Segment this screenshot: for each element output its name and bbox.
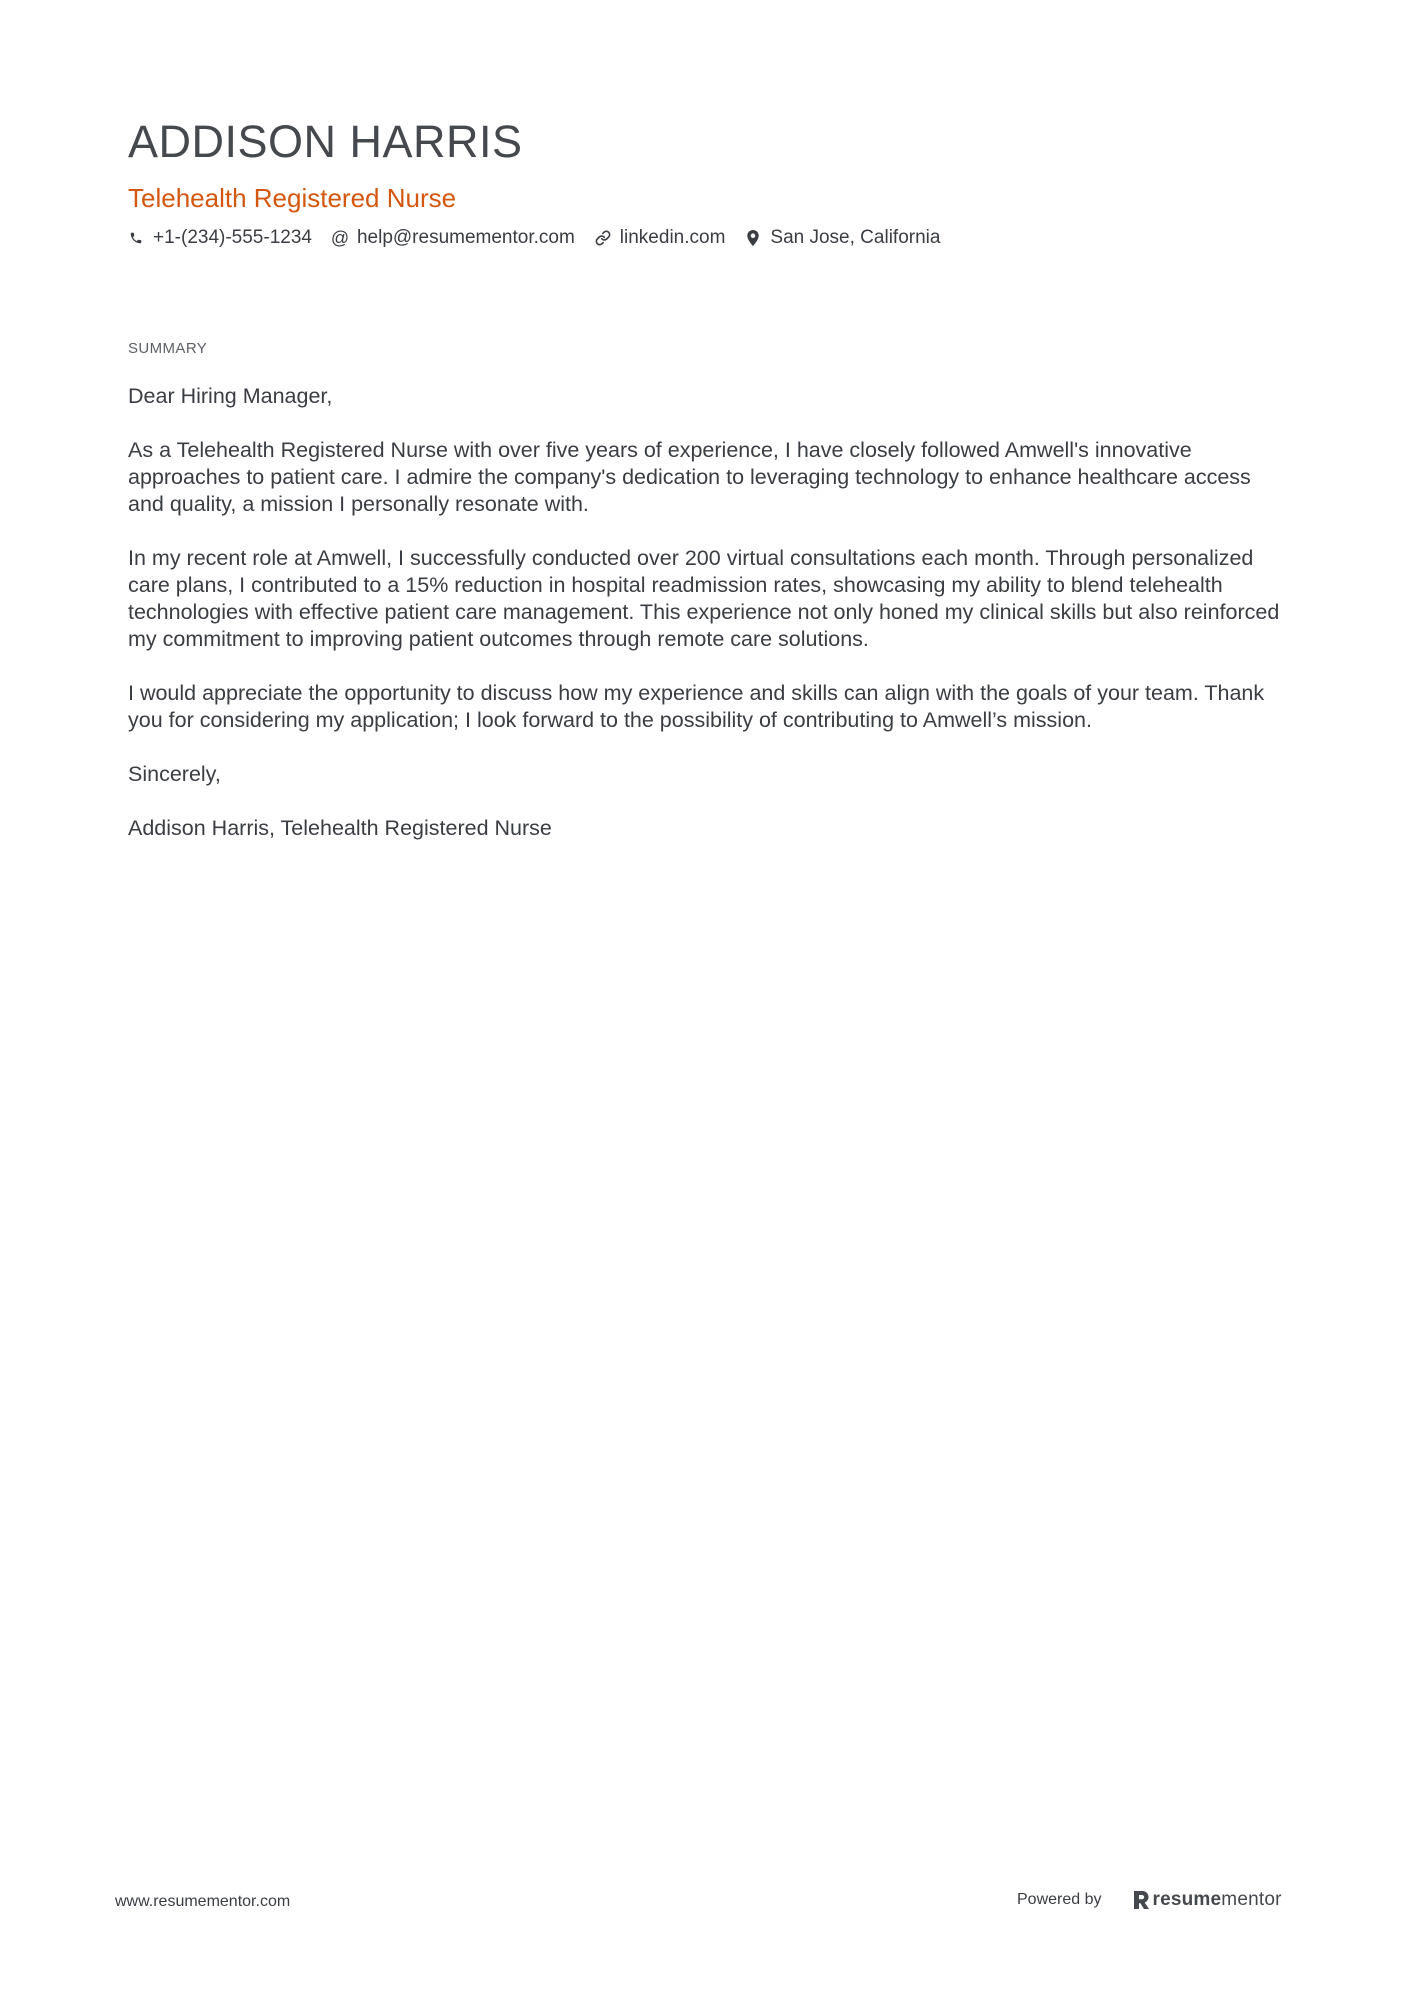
candidate-title: Telehealth Registered Nurse (128, 183, 457, 213)
phone-text: +1-(234)-555-1234 (153, 227, 312, 248)
powered-by-label: Powered by (1017, 1891, 1102, 1908)
email-text[interactable]: help@resumementor.com (356, 227, 575, 248)
contact-phone (128, 227, 312, 249)
letter-paragraph-2: In my recent role at Amwell, I successfully conducted over 200 virtual consultations each month. Through personalized care plans, I contributed to a 15% reduction in hospital readmission rates, showcasing my ability to blend telehealth technologies with effective patient care management. This experience not only honed my clinical skills but also reinforced my commitment to improving patient outcomes through remote care solutions. (128, 546, 1280, 651)
location-text: San Jose, California (770, 227, 941, 248)
brand-logo[interactable] (1132, 1889, 1282, 1911)
contact-email[interactable] (332, 227, 575, 249)
brand-wordmark (1153, 1889, 1282, 1911)
letter-body (128, 383, 1288, 869)
resumementor-logo-icon (1132, 1890, 1150, 1910)
signature: Addison Harris, Telehealth Registered Nurse (128, 816, 552, 840)
at-icon: @ (330, 228, 350, 248)
candidate-name: ADDISON HARRIS (128, 116, 523, 167)
brand-wordmark-light: mentor (1221, 1889, 1282, 1910)
location-pin-icon (745, 230, 761, 246)
link-icon (595, 230, 611, 246)
contact-location (745, 227, 940, 249)
closing: Sincerely, (128, 762, 221, 786)
section-label-summary: SUMMARY (128, 340, 208, 357)
contact-linkedin[interactable] (595, 227, 726, 249)
salutation: Dear Hiring Manager, (128, 384, 333, 408)
letter-paragraph-1: As a Telehealth Registered Nurse with over five years of experience, I have closely followed Amwell's innovative approaches to patient care. I admire the company's dedication to leveraging technology to enhance healthcare access and quality, a mission I personally resonate with. (128, 438, 1251, 516)
footer-powered-by (1017, 1889, 1282, 1911)
brand-wordmark-strong: resume (1152, 1889, 1222, 1910)
letter-paragraph-3: I would appreciate the opportunity to discuss how my experience and skills can align with the goals of your team. Thank you for considering my application; I look forward to the possibility of contributing to Amwell’s mission. (128, 681, 1265, 732)
phone-icon (128, 230, 144, 246)
linkedin-text[interactable]: linkedin.com (619, 227, 726, 248)
footer-website-link[interactable]: www.resumementor.com (115, 1893, 291, 1910)
contact-row (128, 227, 960, 249)
